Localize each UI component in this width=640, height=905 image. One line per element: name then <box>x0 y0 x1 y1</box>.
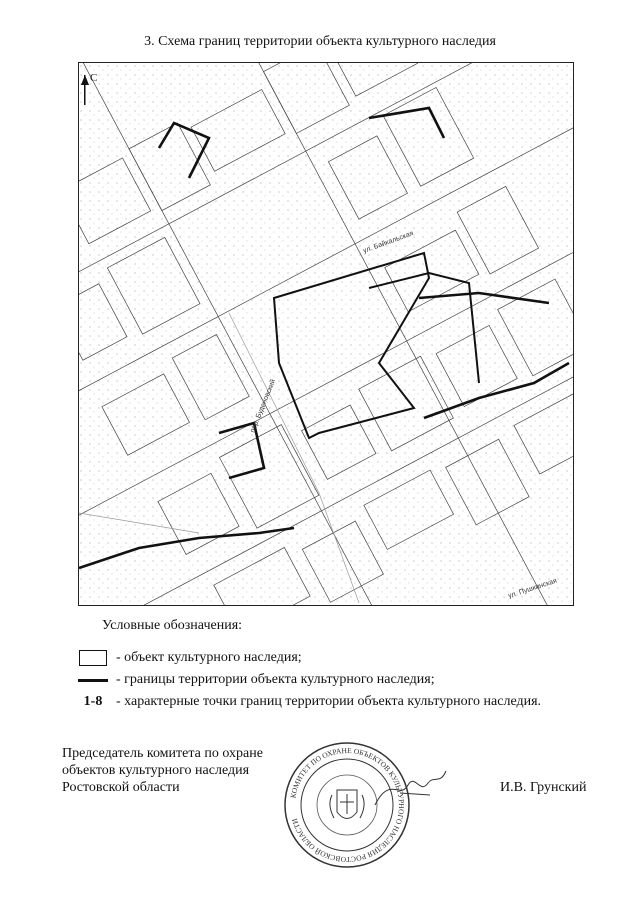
legend-item-text: - объект культурного наследия; <box>116 650 302 665</box>
legend-heading: Условные обозначения: <box>102 618 243 633</box>
north-label: С <box>90 72 98 84</box>
street-label: ул. Пушкинская <box>507 577 558 600</box>
signatory-name: И.В. Грунский <box>500 780 587 795</box>
legend-item <box>78 670 435 690</box>
position-line: объектов культурного наследия <box>62 763 250 778</box>
legend-item <box>78 648 302 668</box>
legend-item-text: - характерные точки границ территории объекта культурного наследия. <box>116 694 542 709</box>
handwritten-signature <box>370 765 450 815</box>
map-drawing <box>79 63 573 605</box>
position-line: Ростовской области <box>62 780 180 795</box>
object-box-symbol <box>79 650 107 666</box>
signatory-position <box>62 745 263 796</box>
page-title: 3. Схема границ территории объекта культурного наследия <box>144 34 496 49</box>
svg-text:КОМИТЕТ ПО ОХРАНЕ ОБЪЕКТОВ КУЛ: КОМИТЕТ ПО ОХРАНЕ ОБЪЕКТОВ КУЛЬТУРНОГО НАСЛЕДИЯ РОСТОВСКОЙ ОБЛАСТИ <box>288 745 407 865</box>
legend-item-text: - границы территории объекта культурного наследия; <box>116 672 435 687</box>
street-label: ул. Байкальская <box>362 230 415 255</box>
point-numbers-symbol: 1-8 <box>83 694 103 709</box>
position-line: Председатель комитета по охране <box>62 746 263 761</box>
boundary-line-symbol <box>78 679 108 682</box>
coat-of-arms-icon <box>330 790 364 819</box>
legend-item <box>78 692 541 712</box>
street-label: пер. Буденовский <box>249 378 278 434</box>
site-plan-map <box>78 62 574 606</box>
